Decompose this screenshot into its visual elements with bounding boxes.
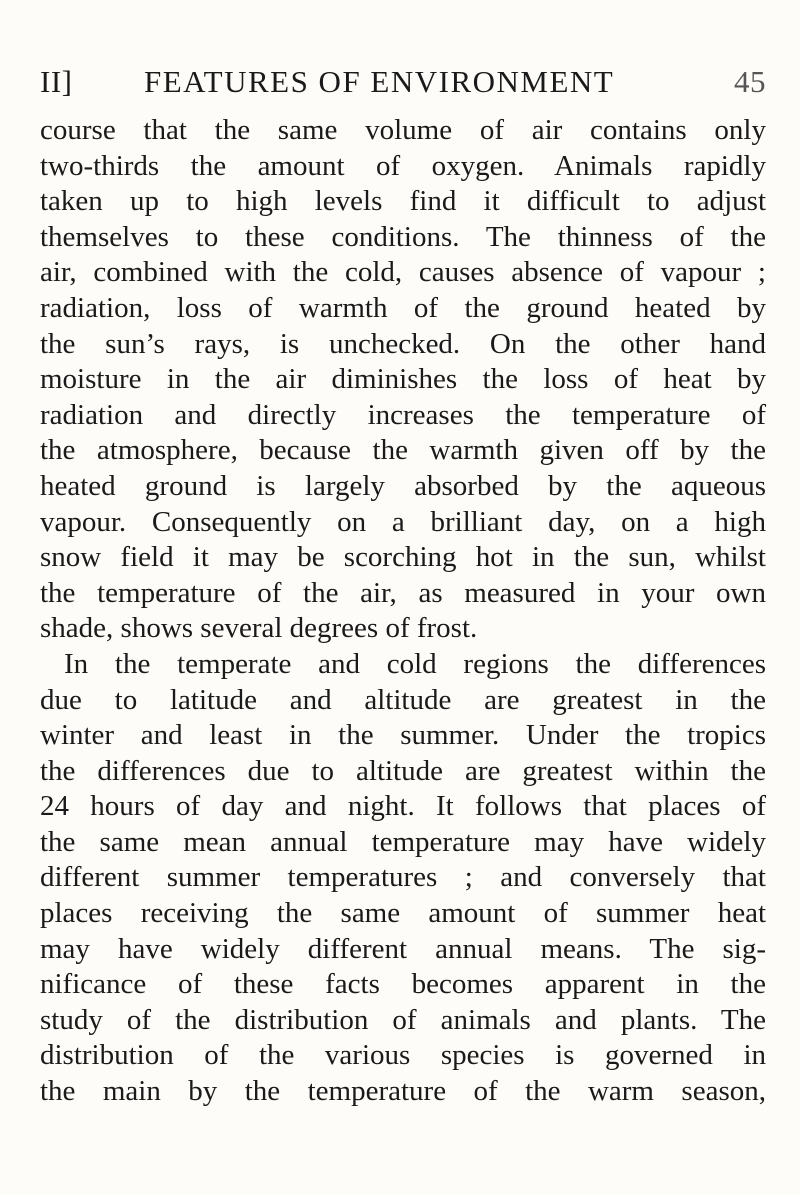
text-line: the atmosphere, because the warmth given off by the xyxy=(40,434,766,467)
text-line: heated ground is largely absorbed by the aqueous xyxy=(40,469,766,502)
text-line: taken up to high levels find it difficult to adjust xyxy=(40,185,766,218)
running-title: FEATURES OF ENVIRONMENT xyxy=(144,64,615,99)
text-line: two-thirds the amount of oxygen. Animals rapidly xyxy=(40,149,766,182)
paragraph-2 xyxy=(40,647,766,1110)
text-line: the main by the temperature of the warm season, xyxy=(40,1075,766,1108)
text-line: nificance of these facts becomes apparent in the xyxy=(40,968,766,1001)
body-text xyxy=(40,113,766,1110)
page-number: 45 xyxy=(734,64,766,99)
text-line: places receiving the same amount of summer heat xyxy=(40,897,766,930)
text-line: In the temperate and cold regions the differences xyxy=(64,647,766,680)
text-line: radiation and directly increases the temperature of xyxy=(40,398,766,431)
text-line: themselves to these conditions. The thinness of the xyxy=(40,220,766,253)
running-head xyxy=(40,62,766,102)
text-line: moisture in the air diminishes the loss of heat by xyxy=(40,363,766,396)
text-line: vapour. Consequently on a brilliant day, on a high xyxy=(40,505,766,538)
text-line: winter and least in the summer. Under the tropics xyxy=(40,719,766,752)
text-line: the same mean annual temperature may have widely xyxy=(40,825,766,858)
paragraph-1 xyxy=(40,113,766,647)
text-line: course that the same volume of air contains only xyxy=(40,114,766,146)
text-line: study of the distribution of animals and plants. The xyxy=(40,1003,766,1036)
text-line: due to latitude and altitude are greatest in the xyxy=(40,683,766,716)
text-line: different summer temperatures ; and conversely that xyxy=(40,861,766,894)
text-line: shade, shows several degrees of frost. xyxy=(40,612,478,645)
text-line: may have widely different annual means. The sig- xyxy=(40,932,766,965)
text-line: radiation, loss of warmth of the ground heated by xyxy=(40,291,766,324)
text-line: 24 hours of day and night. It follows that places of xyxy=(40,790,766,823)
text-line: air, combined with the cold, causes absence of vapour ; xyxy=(40,256,766,289)
text-line: snow field it may be scorching hot in the sun, whilst xyxy=(40,541,766,574)
text-line: the temperature of the air, as measured in your own xyxy=(40,576,766,609)
chapter-number: II] xyxy=(40,64,73,99)
text-line: the sun’s rays, is unchecked. On the other hand xyxy=(40,327,766,360)
text-line: the differences due to altitude are greatest within the xyxy=(40,754,766,787)
text-line: distribution of the various species is governed in xyxy=(40,1039,766,1072)
